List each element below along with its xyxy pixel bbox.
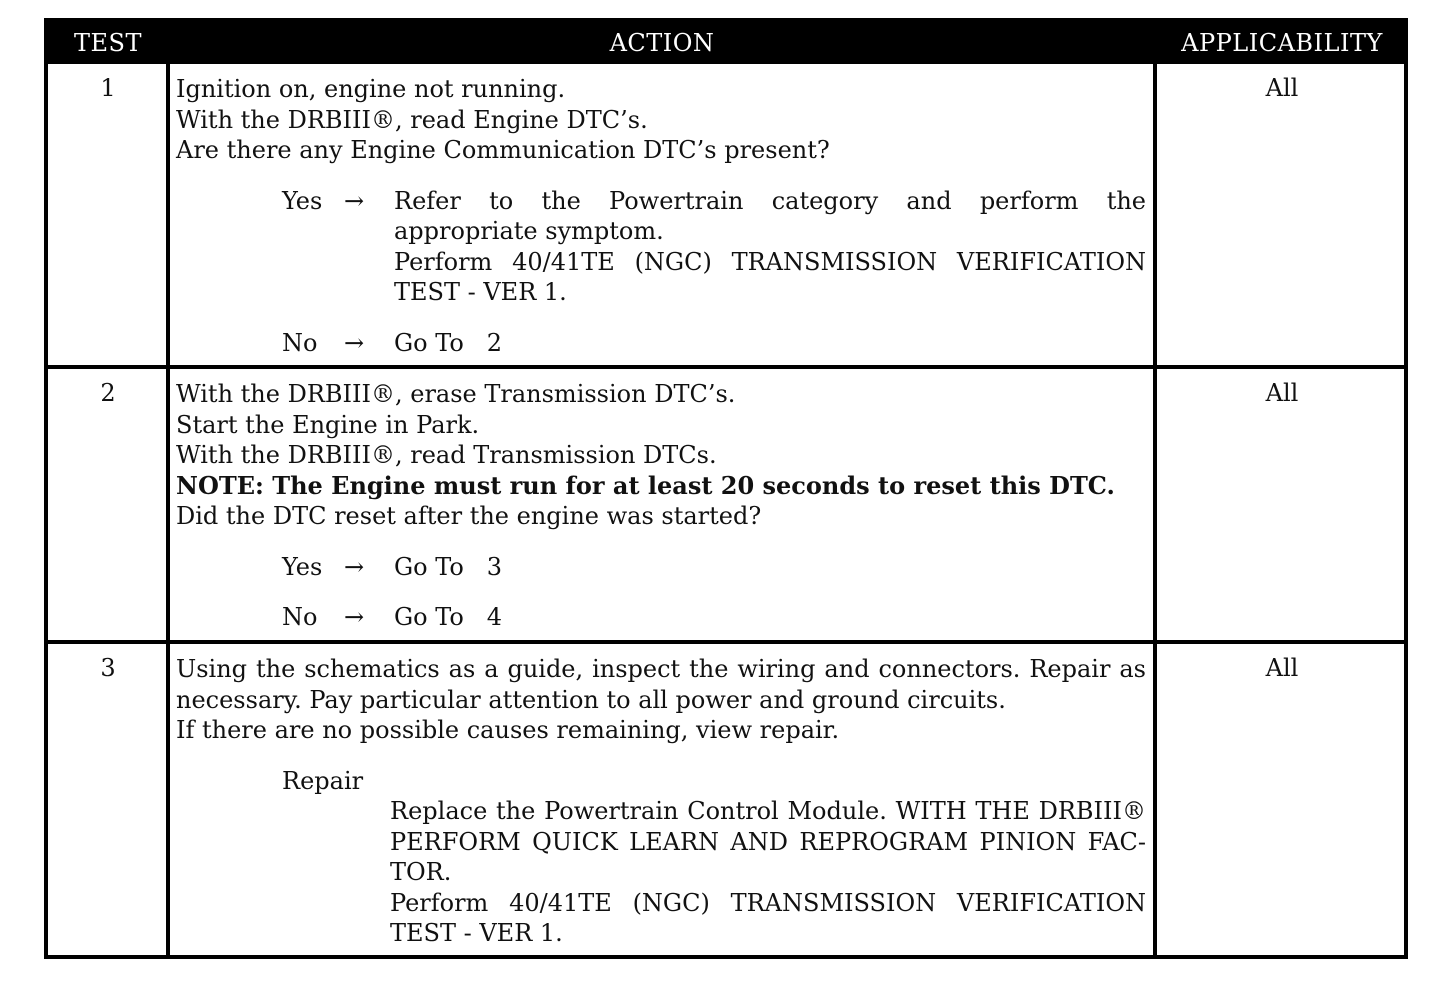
arrow-icon: → xyxy=(344,603,365,631)
yes-label: Yes xyxy=(282,552,323,581)
arrow-icon: → xyxy=(344,186,365,215)
yes-text: Refer to the Powertrain category and perform the appropriate symptom. xyxy=(394,186,1146,245)
column-divider xyxy=(1153,64,1157,955)
action-cell xyxy=(176,379,1146,633)
action-line: With the DRBIII®, read Transmission DTCs. xyxy=(176,441,717,469)
note-text: NOTE: The Engine must run for at least 20 seconds to reset this DTC. xyxy=(176,470,1115,500)
row-divider xyxy=(48,640,1404,644)
action-paragraph: Using the schematics as a guide, inspect the wiring and connectors. Repair as necessary. Pay particular attention to all power and ground circuits. xyxy=(176,655,1146,714)
test-number: 2 xyxy=(100,379,116,407)
repair-text: Replace the Powertrain Control Module. WITH THE DRBIII® PERFORM QUICK LEARN AND REPROGRAM PINION FAC-TOR. xyxy=(390,797,1146,886)
yes-text: Perform 40/41TE (NGC) TRANSMISSION VERIFICATION TEST - VER 1. xyxy=(394,247,1146,306)
applicability-value: All xyxy=(1265,74,1299,102)
go-to-link[interactable]: Go To 2 xyxy=(394,328,502,357)
header-action: ACTION xyxy=(609,29,715,57)
yes-label: Yes xyxy=(282,186,323,215)
diagnostic-test-table xyxy=(44,18,1408,959)
action-line: With the DRBIII®, erase Transmission DTC’s. xyxy=(176,380,736,408)
no-label: No xyxy=(282,328,318,357)
row-divider xyxy=(48,365,1404,369)
action-line: If there are no possible causes remaining, view repair. xyxy=(176,716,840,744)
arrow-icon: → xyxy=(344,328,365,357)
repair-text: Perform 40/41TE (NGC) TRANSMISSION VERIFICATION TEST - VER 1. xyxy=(390,888,1146,947)
yes-branch xyxy=(282,552,1146,583)
table-header xyxy=(48,22,1404,64)
header-test: TEST xyxy=(74,29,142,57)
action-line: Start the Engine in Park. xyxy=(176,410,480,439)
go-to-link[interactable]: Go To 4 xyxy=(394,603,502,631)
applicability-value: All xyxy=(1265,379,1299,407)
test-number: 1 xyxy=(100,74,116,102)
no-branch xyxy=(282,328,1146,359)
applicability-value: All xyxy=(1265,654,1299,682)
action-line: Ignition on, engine not running. xyxy=(176,75,566,103)
no-label: No xyxy=(282,603,318,631)
arrow-icon: → xyxy=(344,552,365,581)
action-cell xyxy=(176,654,1146,949)
go-to-link[interactable]: Go To 3 xyxy=(394,552,502,581)
no-branch xyxy=(282,602,1146,633)
action-line: With the DRBIII®, read Engine DTC’s. xyxy=(176,105,648,134)
repair-label: Repair xyxy=(282,766,364,795)
header-applicability: APPLICABILITY xyxy=(1181,29,1383,57)
yes-branch xyxy=(282,186,1146,308)
action-line: Are there any Engine Communication DTC’s present? xyxy=(176,136,830,164)
test-number: 3 xyxy=(100,654,116,682)
column-divider xyxy=(166,64,170,955)
question-text: Did the DTC reset after the engine was started? xyxy=(176,502,762,530)
action-cell xyxy=(176,74,1146,358)
